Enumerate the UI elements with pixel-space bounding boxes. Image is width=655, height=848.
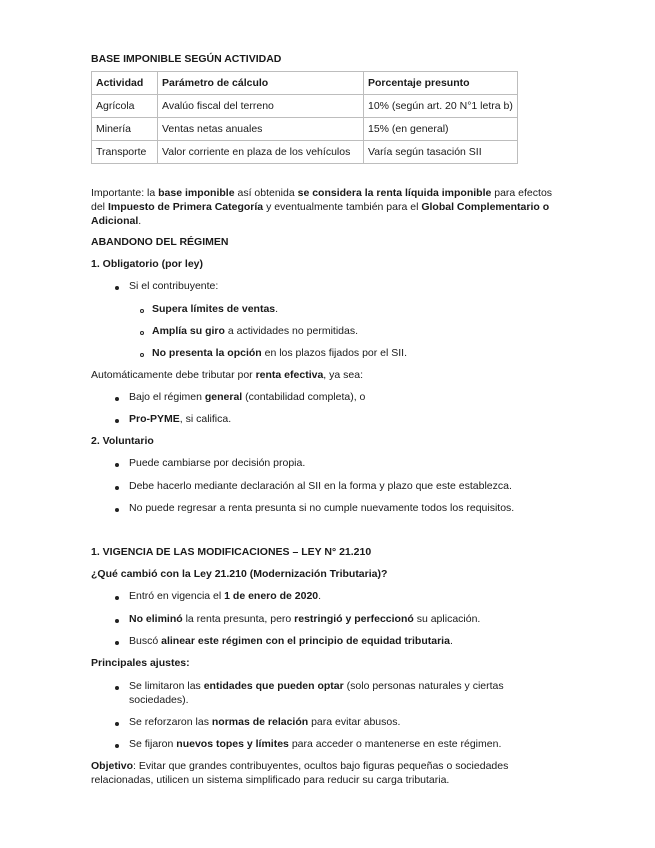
text: Automáticamente debe tributar por bbox=[91, 369, 256, 381]
bold-text: base imponible bbox=[158, 187, 235, 199]
question-heading: ¿Qué cambió con la Ley 21.210 (Modernización Tributaria)? bbox=[91, 568, 388, 580]
bold-text: alinear este régimen con el principio de equidad tributaria bbox=[161, 635, 450, 647]
circle-bullet-icon bbox=[140, 353, 144, 357]
list-item bbox=[129, 613, 480, 625]
text: (solo personas naturales y ciertas bbox=[343, 680, 504, 692]
text: . bbox=[449, 635, 453, 647]
paragraph-automaticamente bbox=[91, 369, 363, 381]
table-row bbox=[92, 141, 518, 164]
text: Se limitaron las bbox=[129, 680, 204, 692]
text: Bajo el régimen bbox=[129, 391, 205, 403]
bold-text: entidades que pueden optar bbox=[203, 680, 344, 692]
section-title-base-imponible: BASE IMPONIBLE SEGÚN ACTIVIDAD bbox=[91, 53, 282, 65]
table-row bbox=[92, 118, 518, 141]
list-item bbox=[129, 738, 501, 750]
bullet-icon bbox=[115, 286, 119, 290]
bullet-icon bbox=[115, 486, 119, 490]
bullet-icon bbox=[115, 596, 119, 600]
table-cell: Avalúo fiscal del terreno bbox=[158, 95, 364, 118]
bullet-icon bbox=[115, 686, 119, 690]
list-item: No puede regresar a renta presunta si no cumple nuevamente todos los requisitos. bbox=[129, 502, 515, 514]
list-item bbox=[129, 680, 504, 692]
text: Importante: la bbox=[91, 187, 159, 199]
text: Se fijaron bbox=[129, 738, 177, 750]
text: en los plazos fijados por el SII. bbox=[261, 347, 408, 359]
bullet-icon bbox=[115, 397, 119, 401]
activity-table bbox=[91, 71, 518, 164]
table-cell: Transporte bbox=[92, 141, 158, 164]
list-item bbox=[152, 347, 407, 359]
list-item bbox=[129, 635, 453, 647]
bold-text: Global Complementario o bbox=[421, 201, 550, 213]
bold-text: renta efectiva bbox=[255, 369, 324, 381]
list-item: Puede cambiarse por decisión propia. bbox=[129, 457, 306, 469]
bullet-icon bbox=[115, 508, 119, 512]
section-title-vigencia: 1. VIGENCIA DE LAS MODIFICACIONES – LEY N° 21.210 bbox=[91, 546, 372, 558]
text: para evitar abusos. bbox=[308, 716, 401, 728]
list-item bbox=[152, 303, 278, 315]
objetivo-line-2: relacionadas, utilicen un sistema simplificado para reducir su carga tributaria. bbox=[91, 774, 450, 786]
importante-line-3 bbox=[91, 215, 141, 227]
table-header-cell: Parámetro de cálculo bbox=[158, 72, 364, 95]
table-cell: Agrícola bbox=[92, 95, 158, 118]
bold-text: Impuesto de Primera Categoría bbox=[107, 201, 264, 213]
list-item: Debe hacerlo mediante declaración al SII en la forma y plazo que este establezca. bbox=[129, 480, 512, 492]
text: . bbox=[275, 303, 279, 315]
table-cell: Minería bbox=[92, 118, 158, 141]
table-header-row bbox=[92, 72, 518, 95]
bullet-icon bbox=[115, 641, 119, 645]
table-cell: Varía según tasación SII bbox=[364, 141, 518, 164]
text: y eventualmente también para el bbox=[263, 201, 422, 213]
list-item bbox=[129, 413, 231, 425]
importante-line-2 bbox=[91, 201, 549, 213]
text: Se reforzaron las bbox=[129, 716, 212, 728]
bullet-icon bbox=[115, 463, 119, 467]
subsection-ajustes: Principales ajustes: bbox=[91, 657, 190, 669]
bold-text: No eliminó bbox=[129, 613, 183, 625]
bullet-icon bbox=[115, 619, 119, 623]
bold-text: normas de relación bbox=[211, 716, 309, 728]
bold-text: Adicional bbox=[91, 215, 139, 227]
text: así obtenida bbox=[234, 187, 298, 199]
text: para efectos bbox=[491, 187, 553, 199]
bold-text: se considera la renta líquida imponible bbox=[297, 187, 492, 199]
text: Entró en vigencia el bbox=[129, 590, 225, 602]
list-item bbox=[152, 325, 358, 337]
bold-text: Supera límites de ventas bbox=[152, 303, 276, 315]
text: . bbox=[138, 215, 142, 227]
bold-text: general bbox=[204, 391, 243, 403]
bullet-icon bbox=[115, 744, 119, 748]
circle-bullet-icon bbox=[140, 331, 144, 335]
subsection-voluntario: 2. Voluntario bbox=[91, 435, 154, 447]
list-item bbox=[129, 590, 321, 602]
importante-line-1 bbox=[91, 187, 552, 199]
list-item-continuation: sociedades). bbox=[129, 694, 189, 706]
list-item bbox=[129, 716, 400, 728]
table-header-cell: Actividad bbox=[92, 72, 158, 95]
table-cell: Valor corriente en plaza de los vehículos bbox=[158, 141, 364, 164]
table-cell: Ventas netas anuales bbox=[158, 118, 364, 141]
bold-text: Amplía su giro bbox=[152, 325, 225, 337]
text: (contabilidad completa), o bbox=[242, 391, 366, 403]
text: . bbox=[318, 590, 322, 602]
text: Buscó bbox=[129, 635, 162, 647]
table-row bbox=[92, 95, 518, 118]
bold-text: Objetivo bbox=[91, 760, 134, 772]
table-cell: 15% (en general) bbox=[364, 118, 518, 141]
text: del bbox=[91, 201, 108, 213]
bold-text: Pro-PYME bbox=[129, 413, 180, 425]
section-title-abandono: ABANDONO DEL RÉGIMEN bbox=[91, 236, 229, 248]
bullet-icon bbox=[115, 722, 119, 726]
text: para acceder o mantenerse en este régimen. bbox=[288, 738, 502, 750]
bold-text: No presenta la opción bbox=[152, 347, 262, 359]
bold-text: restringió y perfeccionó bbox=[294, 613, 414, 625]
text: , ya sea: bbox=[323, 369, 363, 381]
circle-bullet-icon bbox=[140, 309, 144, 313]
text: la renta presunta, pero bbox=[182, 613, 295, 625]
bold-text: 1 de enero de 2020 bbox=[224, 590, 319, 602]
bullet-icon bbox=[115, 419, 119, 423]
table-cell: 10% (según art. 20 N°1 letra b) bbox=[364, 95, 518, 118]
bold-text: nuevos topes y límites bbox=[176, 738, 289, 750]
list-item bbox=[129, 391, 365, 403]
objetivo-line-1 bbox=[91, 760, 508, 772]
text: a actividades no permitidas. bbox=[224, 325, 359, 337]
table-header-cell: Porcentaje presunto bbox=[364, 72, 518, 95]
text: , si califica. bbox=[179, 413, 232, 425]
list-item: Si el contribuyente: bbox=[129, 280, 219, 292]
text: su aplicación. bbox=[413, 613, 481, 625]
text: : Evitar que grandes contribuyentes, ocultos bajo figuras pequeñas o sociedades bbox=[133, 760, 509, 772]
subsection-obligatorio: 1. Obligatorio (por ley) bbox=[91, 258, 204, 270]
